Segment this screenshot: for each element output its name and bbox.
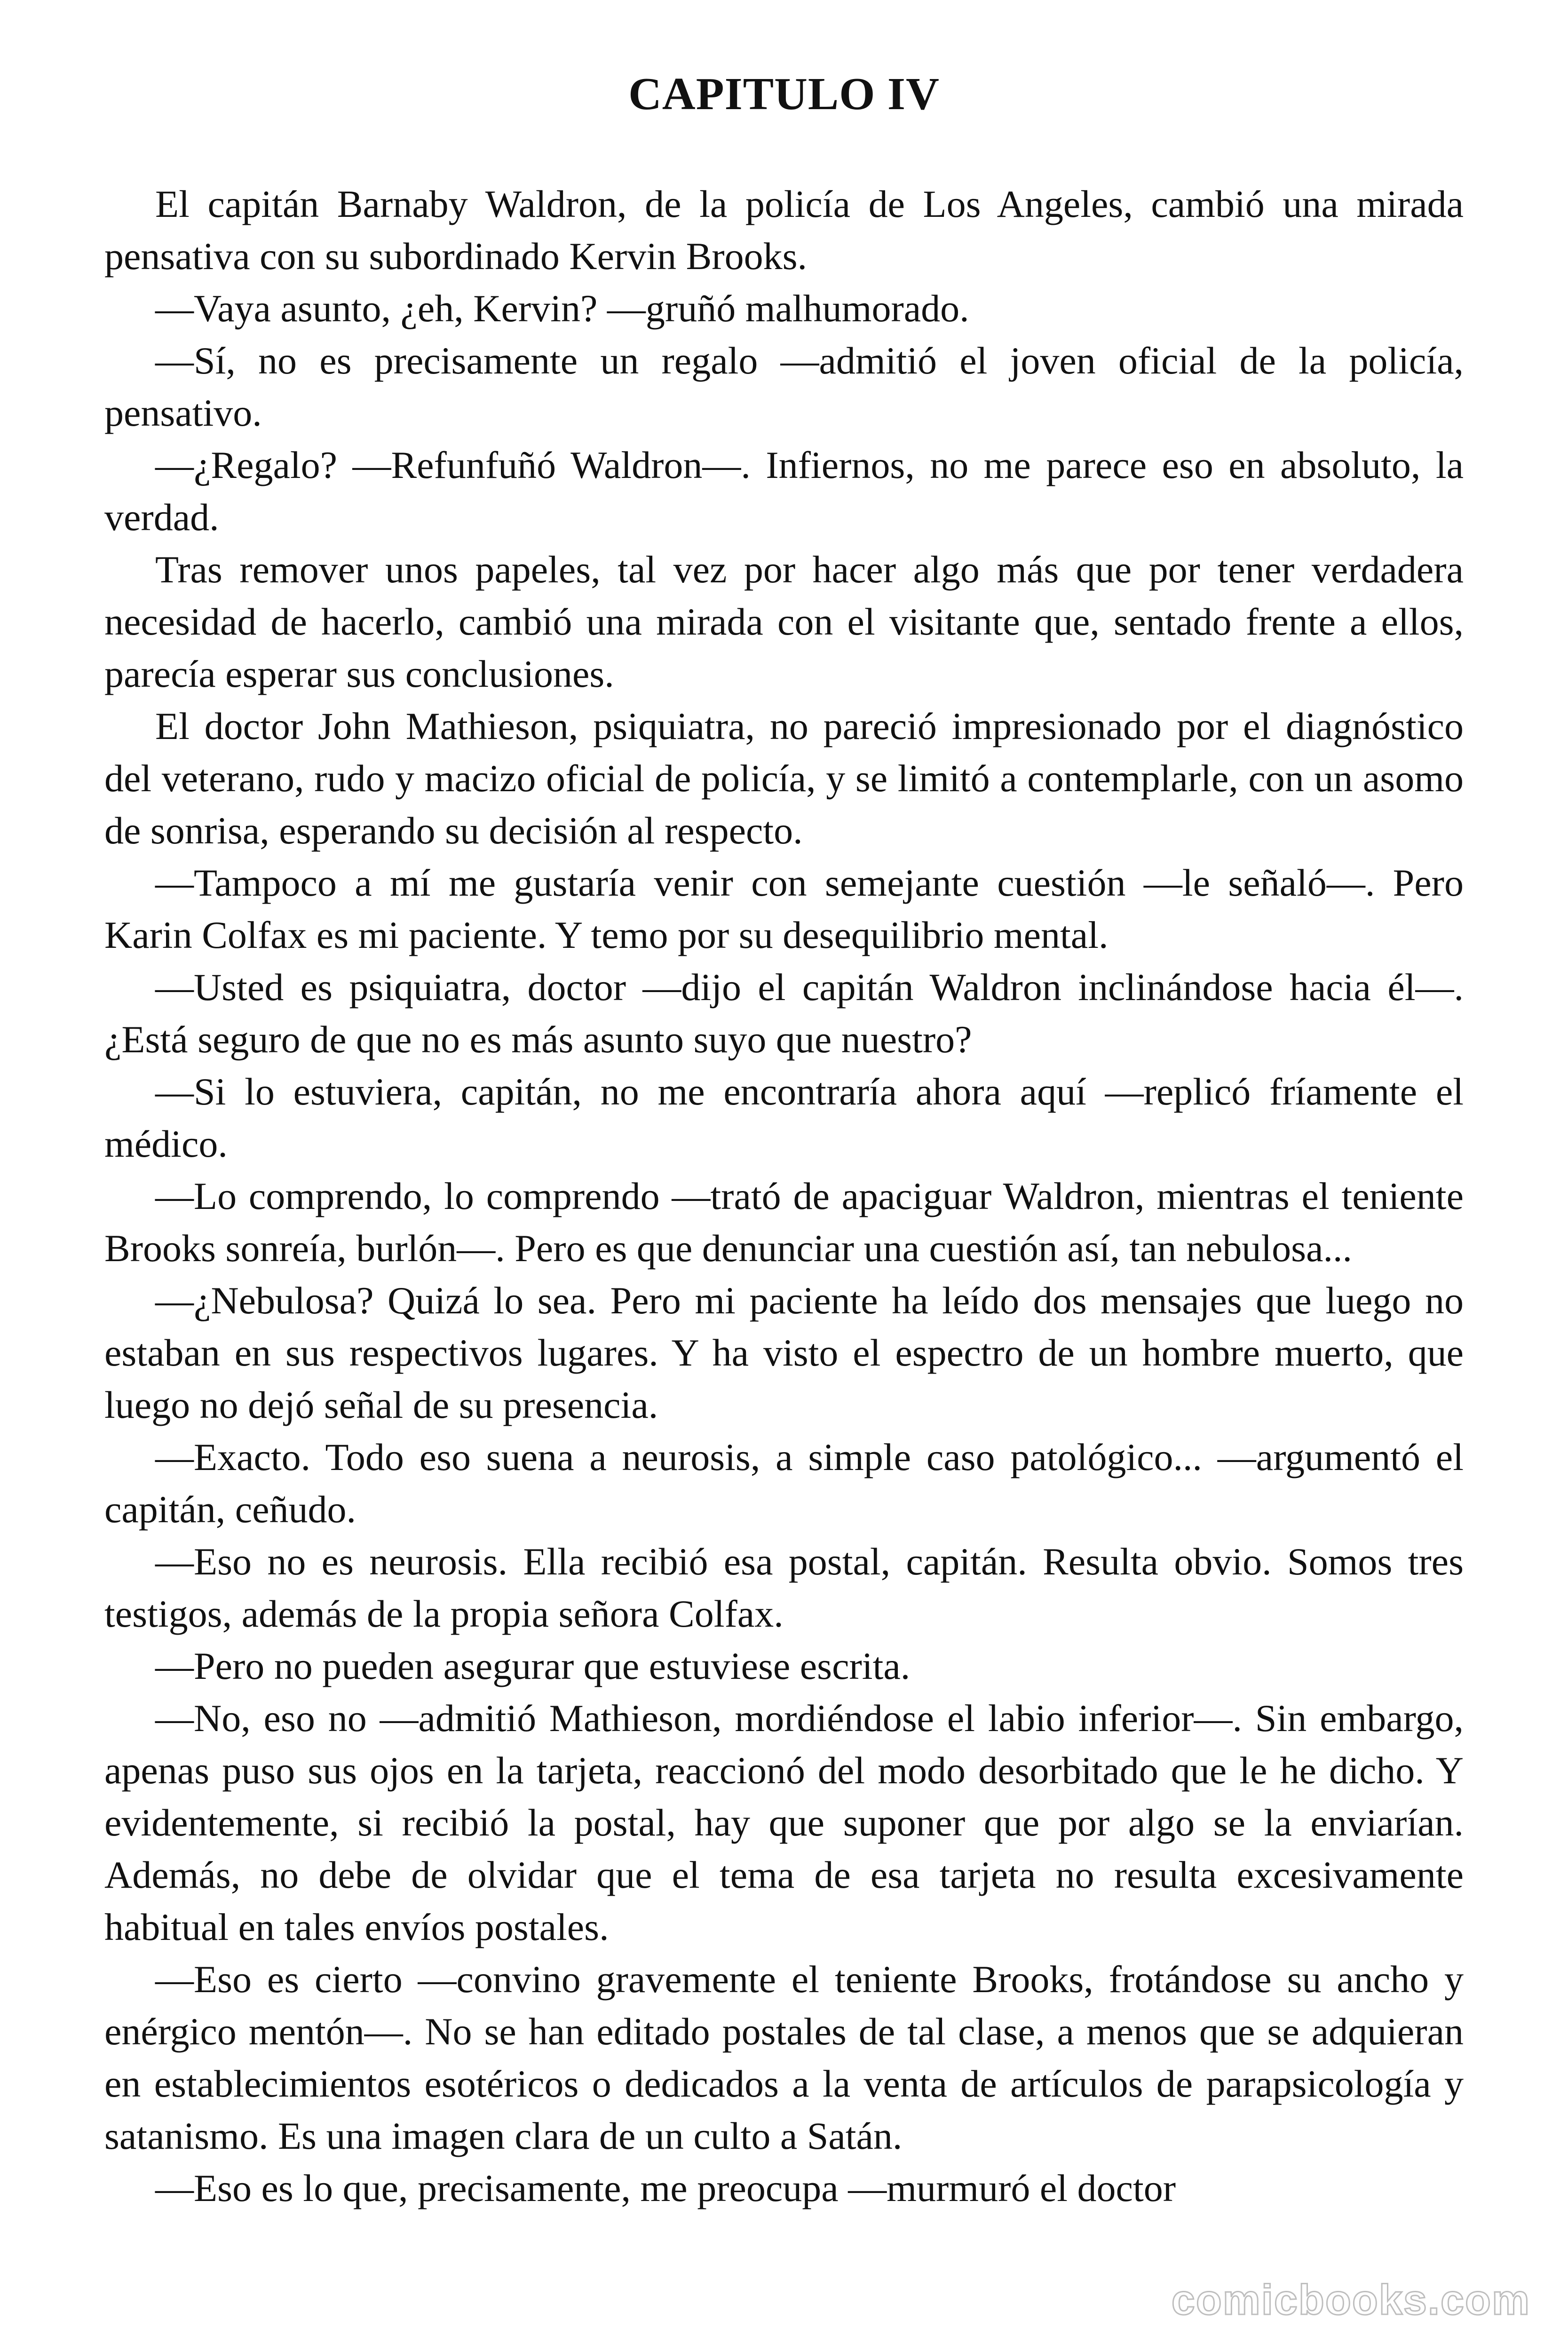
paragraph: —¿Regalo? —Refunfuñó Waldron—. Infiernos, no me parece eso en absoluto, la verdad. (104, 444, 1464, 539)
paragraph: —Sí, no es precisamente un regalo —admitió el joven oficial de la policía, pensativo. (104, 339, 1464, 434)
paragraph: —Eso es lo que, precisamente, me preocupa —murmuró el doctor (155, 2167, 1176, 2209)
paragraph: —Exacto. Todo eso suena a neurosis, a simple caso patológico... —argumentó el capitán, ceñudo. (104, 1436, 1464, 1531)
paragraph: —Tampoco a mí me gustaría venir con semejante cuestión —le señaló—. Pero Karin Colfax es mi paciente. Y temo por su desequilibrio mental. (104, 861, 1464, 956)
watermark: comicbooks.com (1171, 2277, 1530, 2324)
paragraph: Tras remover unos papeles, tal vez por hacer algo más que por tener verdadera necesidad de hacerlo, cambió una mirada con el visitante que, sentado frente a ellos, parecía esperar sus conclusiones. (104, 548, 1464, 695)
paragraph: —No, eso no —admitió Mathieson, mordiéndose el labio inferior—. Sin embargo, apenas puso sus ojos en la tarjeta, reaccionó del modo desorbitado que le he dicho. Y evidentemente, si recibió la postal, hay que suponer que por algo se la enviarían. Además, no debe de olvidar que el tema de esa tarjeta no resulta excesivamente habitual en tales envíos postales. (104, 1697, 1464, 1948)
paragraph: —Eso es cierto —convino gravemente el teniente Brooks, frotándose su ancho y enérgico mentón—. No se han editado postales de tal clase, a menos que se adquieran en establecimientos esotéricos o dedicados a la venta de artículos de parapsicología y satanismo. Es una imagen clara de un culto a Satán. (104, 1958, 1464, 2157)
chapter-title: CAPITULO IV (628, 69, 940, 119)
chapter-body (104, 178, 1464, 2214)
paragraph: —Vaya asunto, ¿eh, Kervin? —gruñó malhumorado. (155, 287, 969, 330)
paragraph: —Pero no pueden asegurar que estuviese escrita. (155, 1645, 911, 1687)
paragraph: —Eso no es neurosis. Ella recibió esa postal, capitán. Resulta obvio. Somos tres testigos, además de la propia señora Colfax. (104, 1540, 1464, 1635)
paragraph: —¿Nebulosa? Quizá lo sea. Pero mi paciente ha leído dos mensajes que luego no estaban en sus respectivos lugares. Y ha visto el espectro de un hombre muerto, que luego no dejó señal de su presencia. (104, 1279, 1464, 1426)
paragraph: —Si lo estuviera, capitán, no me encontraría ahora aquí —replicó fríamente el médico. (104, 1070, 1464, 1165)
paragraph: —Usted es psiquiatra, doctor —dijo el capitán Waldron inclinándose hacia él—. ¿Está seguro de que no es más asunto suyo que nuestro? (104, 966, 1464, 1061)
paragraph: El doctor John Mathieson, psiquiatra, no pareció impresionado por el diagnóstico del veterano, rudo y macizo oficial de policía, y se limitó a contemplarle, con un asomo de sonrisa, esperando su decisión al respecto. (104, 705, 1464, 852)
paragraph: El capitán Barnaby Waldron, de la policía de Los Angeles, cambió una mirada pensativa con su subordinado Kervin Brooks. (104, 183, 1464, 278)
paragraph: —Lo comprendo, lo comprendo —trató de apaciguar Waldron, mientras el teniente Brooks sonreía, burlón—. Pero es que denunciar una cuestión así, tan nebulosa... (104, 1175, 1464, 1270)
